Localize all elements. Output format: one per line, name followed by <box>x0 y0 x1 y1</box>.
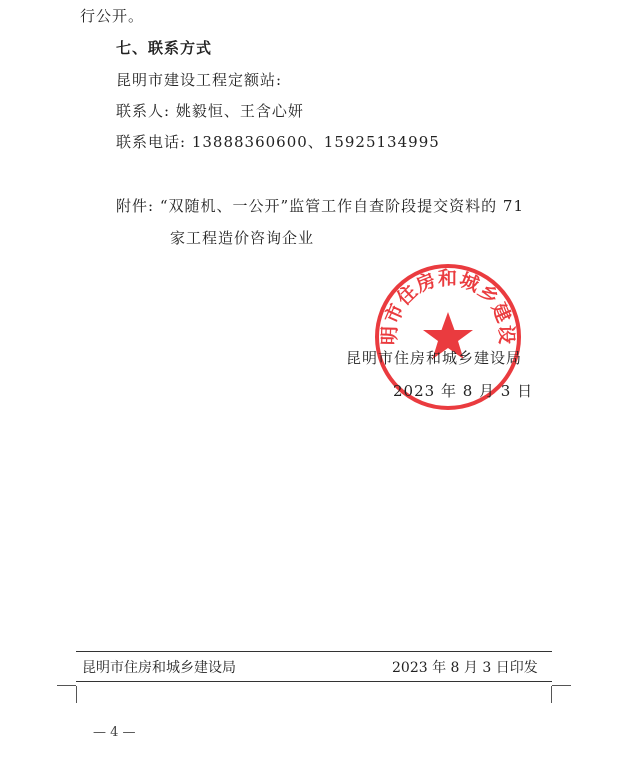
footer-bottom-rule <box>76 681 552 682</box>
footer-issued-date: 2023 年 8 月 3 日印发 <box>392 660 538 676</box>
crop-mark-left-h <box>57 685 76 686</box>
crop-mark-right-v <box>551 686 552 703</box>
contact-persons: 联系人: 姚毅恒、王含心妍 <box>116 102 304 120</box>
footer-top-rule <box>76 651 552 652</box>
continued-text: 行公开。 <box>80 7 145 25</box>
signature-issuer: 昆明市住房和城乡建设局 <box>346 349 523 367</box>
footer-issuer: 昆明市住房和城乡建设局 <box>82 660 236 676</box>
section-heading: 七、联系方式 <box>116 39 213 57</box>
page-number: — 4 — <box>93 725 136 740</box>
contact-phone: 联系电话: 13888360600、15925134995 <box>116 133 440 151</box>
crop-mark-left-v <box>76 686 77 703</box>
seal-text: 明市住房和城乡建设 <box>378 267 518 346</box>
attachment-line-2: 家工程造价咨询企业 <box>170 229 315 247</box>
signature-date: 2023 年 8 月 3 日 <box>393 382 534 400</box>
contact-organization: 昆明市建设工程定额站: <box>116 71 283 89</box>
attachment-line-1: 附件: “双随机、一公开”监管工作自查阶段提交资料的 71 <box>116 197 525 215</box>
crop-mark-right-h <box>552 685 571 686</box>
